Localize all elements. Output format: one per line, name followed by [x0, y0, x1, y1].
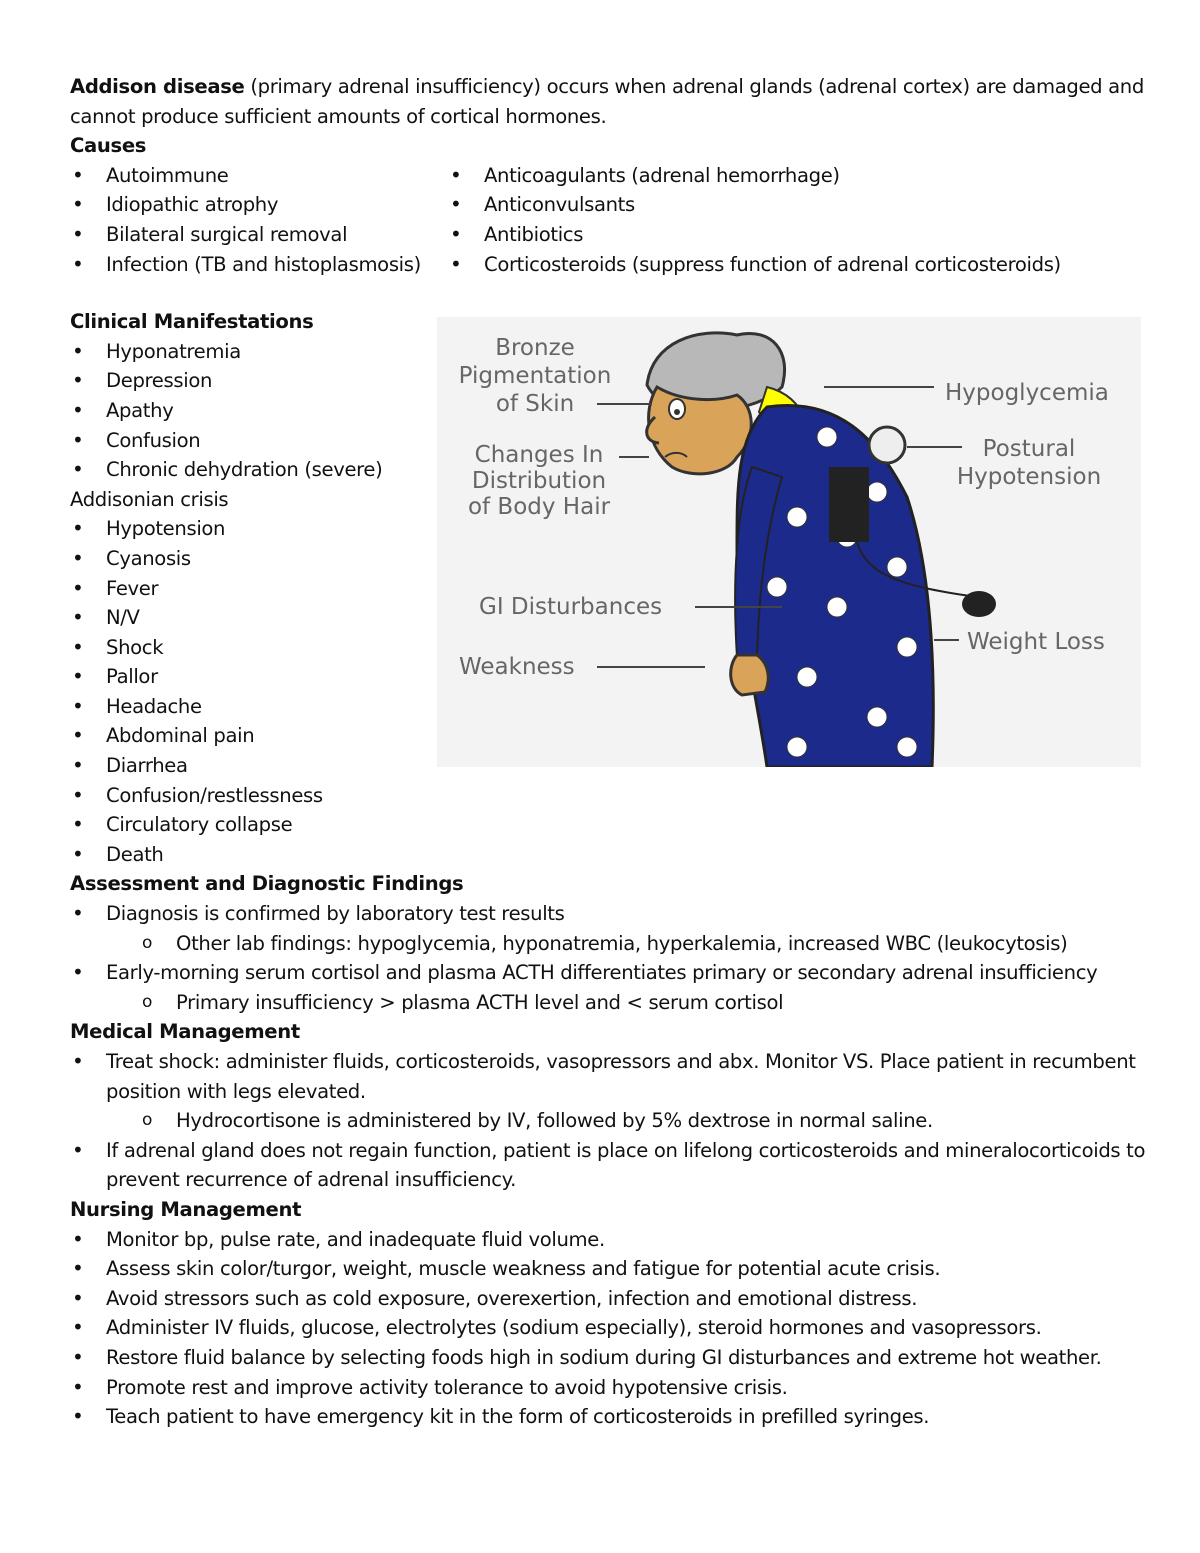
crisis-list [70, 514, 440, 869]
list-item: • Monitor bp, pulse rate, and inadequate fluid volume. [70, 1225, 1160, 1255]
list-item: • Administer IV fluids, glucose, electrolytes (sodium especially), steroid hormones and vasopressors. [70, 1313, 1160, 1343]
list-item: • Cyanosis [70, 544, 440, 574]
list-item: • Early-morning serum cortisol and plasma ACTH differentiates primary or secondary adrenal insufficiency [70, 958, 1160, 988]
list-item: • Anticoagulants (adrenal hemorrhage) [448, 161, 1148, 191]
list-item: • Circulatory collapse [70, 810, 440, 840]
list-item: • Treat shock: administer fluids, corticosteroids, vasopressors and abx. Monitor VS. Place patient in recumbent position with legs elevated. [70, 1047, 1160, 1106]
list-item: • Teach patient to have emergency kit in the form of corticosteroids in prefilled syringes. [70, 1402, 1160, 1432]
label-postural-1: Postural [982, 436, 1076, 462]
causes-columns [70, 161, 1160, 279]
label-bronze-1: Bronze [495, 335, 575, 361]
intro-paragraph [70, 72, 1160, 131]
list-item: • If adrenal gland does not regain function, patient is place on lifelong corticosteroids and mineralocorticoids to prevent recurrence of adrenal insufficiency. [70, 1136, 1160, 1195]
list-item: • Promote rest and improve activity tolerance to avoid hypotensive crisis. [70, 1373, 1160, 1403]
assessment-list [70, 899, 1160, 1017]
list-item: • Infection (TB and histoplasmosis) [70, 250, 448, 280]
causes-list-right [448, 161, 1148, 279]
label-gi: GI Disturbances [479, 594, 663, 620]
list-item: • Idiopathic atrophy [70, 190, 448, 220]
figure-labels [437, 317, 1141, 767]
list-item: • Shock [70, 633, 440, 663]
intro-term: Addison disease [70, 75, 245, 98]
sub-list-item: o Other lab findings: hypoglycemia, hyponatremia, hyperkalemia, increased WBC (leukocytosis) [70, 929, 1160, 959]
medical-list [70, 1047, 1160, 1195]
label-postural-2: Hypotension [956, 464, 1102, 490]
list-item: • Apathy [70, 396, 440, 426]
list-item: • Fever [70, 574, 440, 604]
clinical-section [70, 307, 440, 869]
nursing-heading: Nursing Management [70, 1197, 302, 1221]
assessment-heading: Assessment and Diagnostic Findings [70, 872, 464, 896]
list-item: • Hyponatremia [70, 337, 440, 367]
sub-list-item: o Hydrocortisone is administered by IV, followed by 5% dextrose in normal saline. [70, 1106, 1160, 1136]
list-item: • Bilateral surgical removal [70, 220, 448, 250]
list-item: • Depression [70, 366, 440, 396]
label-weakness: Weakness [459, 654, 575, 680]
addison-illustration [437, 317, 1141, 767]
list-item: • Confusion/restlessness [70, 781, 440, 811]
list-item: • Assess skin color/turgor, weight, muscle weakness and fatigue for potential acute crisis. [70, 1254, 1160, 1284]
sub-list-item: o Primary insufficiency > plasma ACTH level and < serum cortisol [70, 988, 1160, 1018]
causes-heading: Causes [70, 134, 147, 158]
label-hypoglycemia: Hypoglycemia [945, 380, 1109, 406]
label-bronze-3: of Skin [495, 391, 575, 417]
list-item: • Antibiotics [448, 220, 1148, 250]
nursing-list [70, 1225, 1160, 1432]
label-bronze-2: Pigmentation [458, 363, 612, 389]
label-hair-3: of Body Hair [467, 494, 611, 520]
list-item: • N/V [70, 603, 440, 633]
list-item: • Diarrhea [70, 751, 440, 781]
list-item: • Pallor [70, 662, 440, 692]
list-item: • Autoimmune [70, 161, 448, 191]
clinical-list [70, 337, 440, 485]
list-item: • Diagnosis is confirmed by laboratory test results [70, 899, 1160, 929]
list-item: • Abdominal pain [70, 721, 440, 751]
list-item: • Headache [70, 692, 440, 722]
intro-text: (primary adrenal insufficiency) occurs when adrenal glands (adrenal cortex) are damaged and cannot produce sufficient amounts of cortical hormones. [70, 75, 1144, 128]
list-item: • Restore fluid balance by selecting foods high in sodium during GI disturbances and extreme hot weather. [70, 1343, 1160, 1373]
medical-heading: Medical Management [70, 1020, 300, 1044]
list-item: • Hypotension [70, 514, 440, 544]
label-hair-1: Changes In [474, 442, 604, 468]
label-weight-loss: Weight Loss [967, 629, 1105, 655]
list-item: • Avoid stressors such as cold exposure, overexertion, infection and emotional distress. [70, 1284, 1160, 1314]
crisis-heading: Addisonian crisis [70, 487, 229, 511]
list-item: • Corticosteroids (suppress function of adrenal corticosteroids) [448, 250, 1148, 280]
causes-list-left [70, 161, 448, 279]
list-item: • Confusion [70, 426, 440, 456]
clinical-heading: Clinical Manifestations [70, 310, 314, 334]
list-item: • Anticonvulsants [448, 190, 1148, 220]
list-item: • Death [70, 840, 440, 870]
label-hair-2: Distribution [471, 468, 607, 494]
list-item: • Chronic dehydration (severe) [70, 455, 440, 485]
section-spacer [70, 279, 1160, 307]
